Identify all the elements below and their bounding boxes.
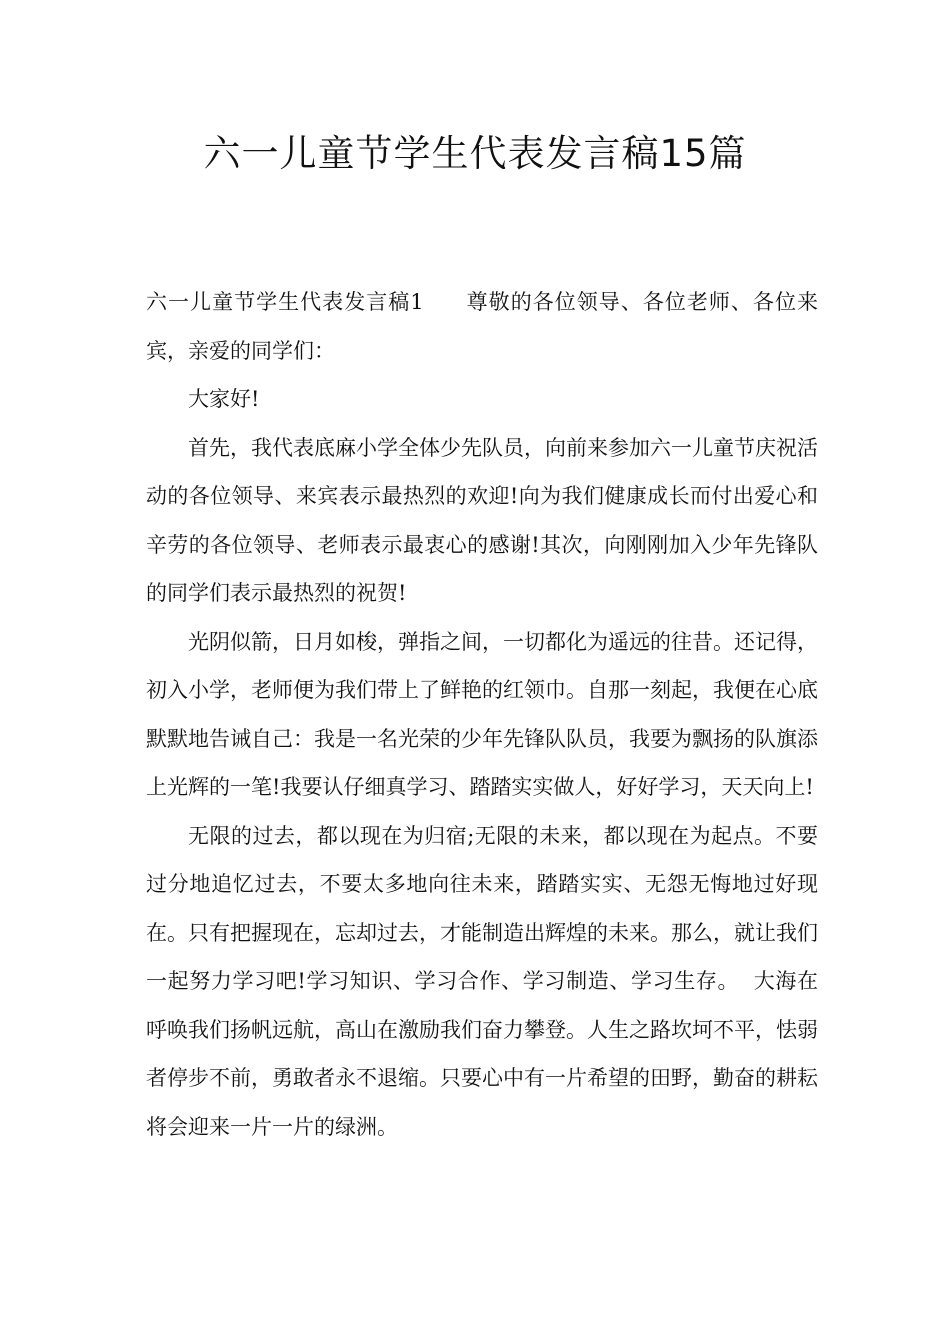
document-title: 六一儿童节学生代表发言稿15篇 bbox=[203, 132, 747, 175]
salutation: 尊敬的各位领导、各位老师、各位来宾，亲爱的同学们： bbox=[146, 290, 818, 363]
section-heading: 六一儿童节学生代表发言稿1 bbox=[146, 290, 424, 314]
greeting-paragraph: 大家好! bbox=[188, 387, 260, 411]
welcome-paragraph: 首先，我代表底麻小学全体少先队员，向前来参加六一儿童节庆祝活动的各位领导、来宾表示最热烈的欢迎!向为我们健康成长而付出爱心和辛劳的各位领导、老师表示最衷心的感谢!其次，向刚刚加入少年先锋队的同学们表示最热烈的祝贺! bbox=[146, 435, 818, 605]
memory-paragraph: 光阴似箭，日月如梭，弹指之间，一切都化为遥远的往昔。还记得，初入小学，老师便为我们带上了鲜艳的红领巾。自那一刻起，我便在心底默默地告诫自己：我是一名光荣的少年先锋队队员，我要为飘扬的队旗添上光辉的一笔!我要认仔细真学习、踏踏实实做人，好好学习，天天向上! bbox=[146, 629, 818, 799]
present-sentence: 无限的过去，都以现在为归宿;无限的未来，都以现在为起点。不要过分地追忆过去，不要太多地向往未来，踏踏实实、无怨无悔地过好现在。只有把握现在，忘却过去，才能制造出辉煌的未来。那么，就让我们一起努力学习吧!学习知识、学习合作、学习制造、学习生存。 bbox=[146, 823, 818, 993]
present-paragraph bbox=[146, 812, 818, 1152]
opening-paragraph bbox=[146, 278, 818, 375]
encouragement-sentence: 大海在呼唤我们扬帆远航，高山在激励我们奋力攀登。人生之路坎坷不平，怯弱者停步不前，勇敢者永不退缩。只要心中有一片希望的田野，勤奋的耕耘将会迎来一片一片的绿洲。 bbox=[146, 969, 819, 1139]
document-body bbox=[146, 278, 818, 1151]
